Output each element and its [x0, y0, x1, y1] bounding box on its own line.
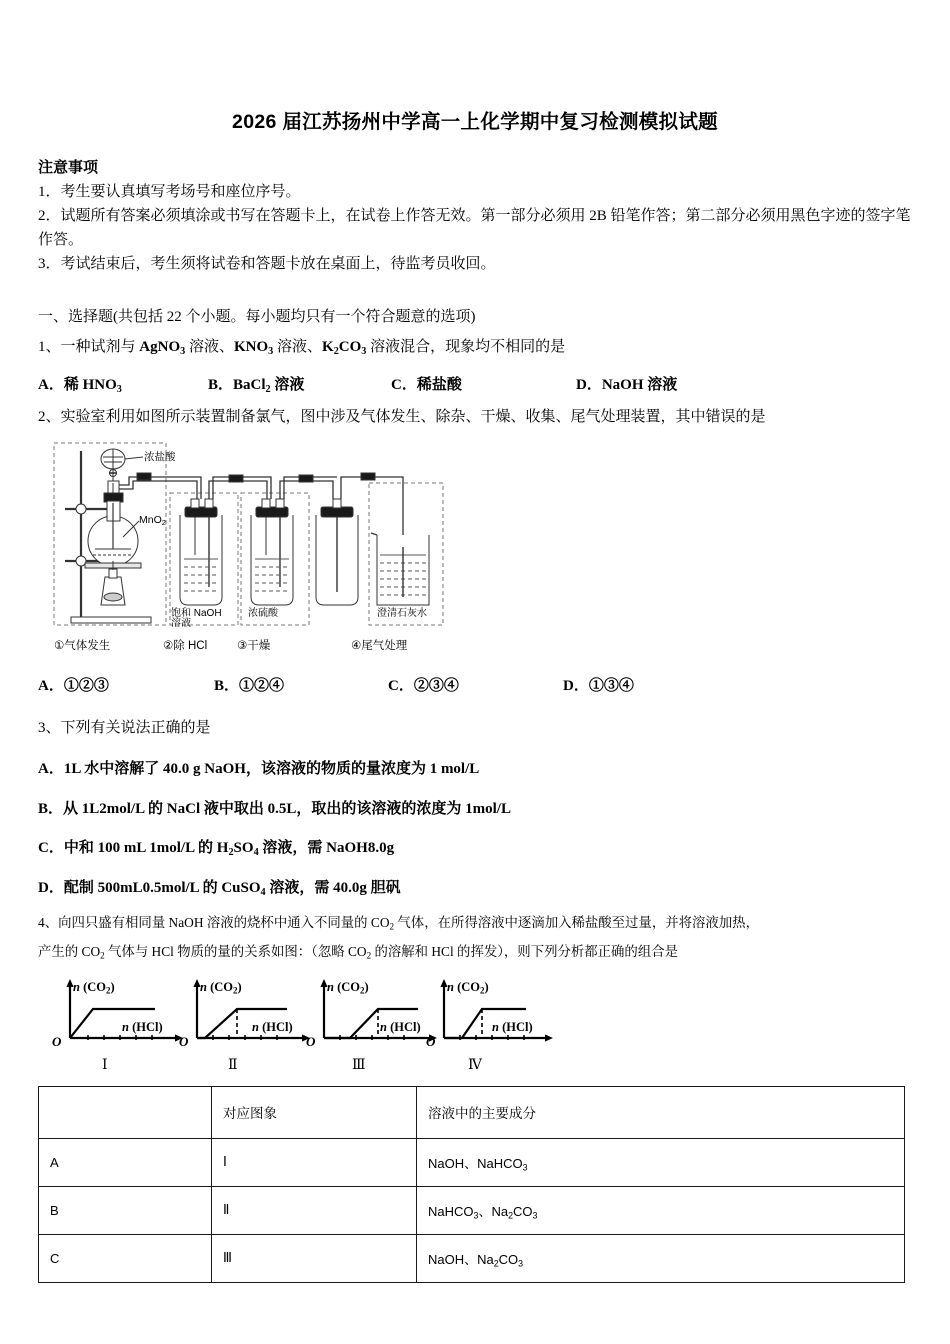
q3-option-c-text: 中和 100 mL 1mol/L 的 $H_2SO_4$ 溶液，需 NaOH8.0g	[63, 840, 395, 858]
q3-option-a-letter: A．	[38, 761, 64, 778]
q1-text-a: 一种试剂与	[60, 338, 140, 355]
header-corresponding-graph: 对应图象	[212, 1086, 417, 1138]
q1-option-d-letter: D．	[576, 377, 602, 394]
question-3-stem: 3、下列有关说法正确的是	[38, 720, 211, 737]
q3-option-d-text: 配制 500mL0.5mol/L 的 CuSO$_4$ 溶液，需 40.0g 胆矾	[63, 880, 401, 898]
notice-line-3: 3．考试结束后，考生须将试卷和答题卡放在桌面上，待监考员收回。	[38, 256, 496, 273]
graph-1-xlabel: n (HCl)	[122, 1019, 163, 1034]
co2-hcl-relationship-graphs	[44, 974, 564, 1074]
graph-3-xlabel: n (HCl)	[380, 1019, 421, 1034]
q3-option-c[interactable]	[38, 837, 912, 860]
notice-heading: 注意事项	[38, 160, 99, 176]
label-limewater: 澄清石灰水	[377, 608, 427, 620]
q1-k2co3: $K_2CO_3$	[322, 338, 367, 357]
q2-option-b-text: ①②④	[239, 678, 285, 695]
graph-1-origin: O	[52, 1033, 62, 1049]
q2-option-d-letter: D．	[563, 678, 589, 695]
graph-2-xlabel: n (HCl)	[252, 1019, 293, 1034]
q1-option-b-text: BaCl$_2$ 溶液	[233, 377, 305, 396]
q3-option-b[interactable]	[38, 798, 912, 821]
q2-option-d[interactable]	[563, 674, 634, 698]
graph-2-ylabel: n $(CO_2)$	[200, 979, 242, 996]
q1-option-a-text: 稀 $HNO_3$	[63, 377, 122, 396]
q1-option-c-text: 稀盐酸	[416, 377, 462, 394]
page-title: 2026 届江苏扬州中学高一上化学期中复习检测模拟试题	[232, 111, 718, 133]
answer-options-table	[38, 1086, 905, 1283]
caption-remove-hcl: ②除 HCl	[163, 640, 208, 653]
q3-option-c-letter: C．	[38, 840, 64, 857]
question-1-stem	[38, 335, 912, 361]
q1-agno3: AgNO$_3$	[139, 338, 186, 357]
q1-text-d: 溶液混合，现象均不相同的是	[366, 338, 566, 355]
q3-option-b-letter: B．	[38, 800, 64, 817]
section-heading: 一、选择题(共包括 22 个小题。每小题均只有一个符合题意的选项)	[38, 308, 476, 325]
question-2-options	[38, 674, 912, 698]
q2-option-c-letter: C．	[388, 678, 414, 695]
q1-option-b-letter: B．	[208, 377, 234, 394]
q3-option-a[interactable]	[38, 758, 912, 781]
q2-option-c[interactable]	[388, 674, 563, 698]
q1-text-c: 溶液、	[273, 338, 323, 355]
q2-option-a[interactable]	[38, 674, 214, 698]
table-header-row	[39, 1086, 905, 1138]
graph-1-label: Ⅰ	[102, 1057, 108, 1073]
label-manganese-dioxide: MnO2	[139, 514, 166, 528]
q2-option-a-text: ①②③	[63, 678, 109, 695]
graph-4-xlabel: n (HCl)	[492, 1019, 533, 1034]
q1-option-a[interactable]	[38, 373, 208, 398]
table-row[interactable]	[39, 1186, 905, 1234]
chlorine-preparation-apparatus-diagram	[51, 437, 446, 637]
question-1-options	[38, 373, 912, 398]
notice-line-2: 2．试题所有答案必须填涂或书写在答题卡上，在试卷上作答无效。第一部分必须用 2B 铅笔作答；第二部分必须用黑色字迹的签字笔作答。	[38, 207, 911, 249]
caption-tail-gas-treatment: ④尾气处理	[351, 640, 408, 653]
graph-2-label: Ⅱ	[228, 1057, 238, 1073]
graph-3-origin: O	[306, 1033, 316, 1049]
q1-number: 1、	[38, 338, 61, 355]
label-concentrated-hydrochloric-acid: 浓盐酸	[144, 451, 176, 464]
row-c-graph: Ⅲ	[212, 1234, 417, 1282]
graph-3-label: Ⅲ	[352, 1057, 366, 1073]
q1-option-a-letter: A．	[38, 377, 64, 394]
q2-option-c-text: ②③④	[413, 678, 459, 695]
q2-option-b[interactable]	[214, 674, 388, 698]
caption-gas-generation: ①气体发生	[54, 640, 111, 653]
q2-option-d-text: ①③④	[588, 678, 634, 695]
q1-option-b[interactable]	[208, 373, 391, 398]
q1-option-c[interactable]	[391, 373, 576, 398]
q3-option-b-text: 从 1L2mol/L 的 NaCl 液中取出 0.5L，取出的该溶液的浓度为 1mol/L	[63, 800, 511, 817]
graph-4-ylabel: n $(CO_2)$	[447, 979, 489, 996]
header-main-components: 溶液中的主要成分	[417, 1086, 905, 1138]
q3-option-d-letter: D．	[38, 880, 64, 897]
graph-4-origin: O	[426, 1033, 436, 1049]
row-c-label: C	[39, 1234, 212, 1282]
q3-option-d[interactable]	[38, 877, 912, 900]
label-saturated-naoh-solution-line2: 溶液	[171, 618, 191, 630]
caption-drying: ③干燥	[237, 640, 271, 653]
graph-2-origin: O	[179, 1033, 189, 1049]
table-row[interactable]	[39, 1234, 905, 1282]
q2-option-a-letter: A．	[38, 678, 64, 695]
graph-4-label: Ⅳ	[468, 1057, 482, 1073]
label-concentrated-sulfuric-acid: 浓硫酸	[248, 608, 278, 620]
row-b-label: B	[39, 1186, 212, 1234]
row-a-composition: NaOH、NaHCO$_3$	[417, 1138, 905, 1186]
q1-kno3: $KNO_3$	[233, 338, 274, 357]
question-4-stem-line-1: 4、向四只盛有相同量 NaOH 溶液的烧杯中通入不同量的 $CO_2$ 气体，在所得溶液中逐滴加入稀盐酸至过量，并将溶液加热，	[38, 915, 759, 932]
row-b-composition: NaHCO$_3$、$Na_2CO_3$	[417, 1186, 905, 1234]
q1-option-d-text: NaOH 溶液	[601, 377, 678, 394]
graph-1-ylabel: n $(CO_2)$	[73, 979, 115, 996]
question-4-stem-line-2: 产生的 $CO_2$ 气体与 HCl 物质的量的关系如图：（忽略 $CO_2$ 的溶解和 HCl 的挥发），则下列分析都正确的组合是	[38, 944, 678, 961]
apparatus-captions	[51, 637, 446, 657]
row-b-graph: Ⅱ	[212, 1186, 417, 1234]
q1-option-d[interactable]	[576, 373, 677, 398]
q1-text-b: 溶液、	[185, 338, 234, 355]
row-c-composition: NaOH、$Na_2CO_3$	[417, 1234, 905, 1282]
table-row[interactable]	[39, 1138, 905, 1186]
q3-option-a-text: 1L 水中溶解了 40.0 g NaOH，该溶液的物质的量浓度为 1 mol/L	[63, 761, 480, 778]
row-a-label: A	[39, 1138, 212, 1186]
label-saturated-naoh-solution-line1: 饱和 NaOH	[171, 608, 222, 620]
row-a-graph: Ⅰ	[212, 1138, 417, 1186]
graph-3-ylabel: n $(CO_2)$	[327, 979, 369, 996]
notice-line-1: 1．考生要认真填写考场号和座位序号。	[38, 183, 301, 200]
question-2-stem: 2、实验室利用如图所示装置制备氯气，图中涉及气体发生、除杂、干燥、收集、尾气处理装置，其中错误的是	[38, 408, 766, 425]
header-blank	[39, 1086, 212, 1138]
q1-option-c-letter: C．	[391, 377, 417, 394]
q2-option-b-letter: B．	[214, 678, 240, 695]
